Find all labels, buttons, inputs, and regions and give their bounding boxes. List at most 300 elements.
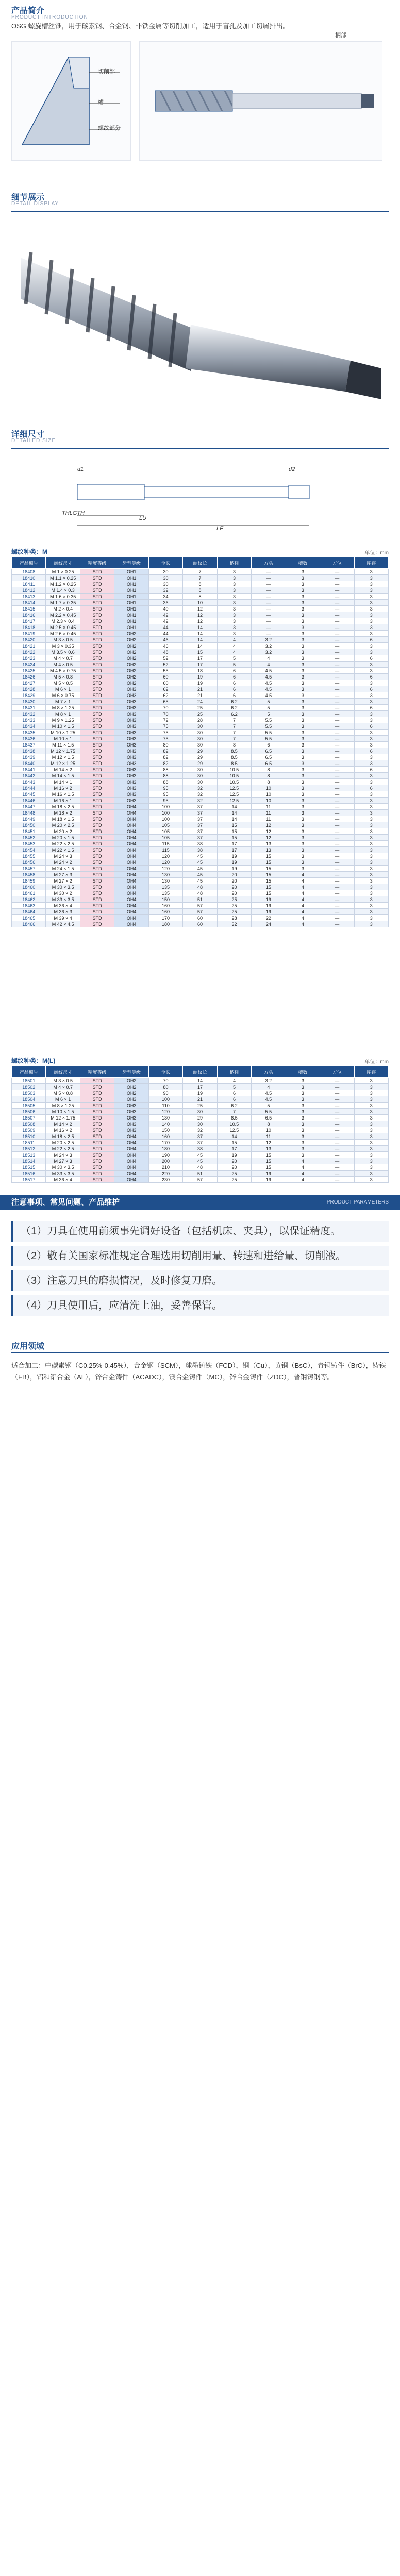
table-cell: 18451: [12, 828, 46, 835]
table-cell: 7: [183, 569, 217, 575]
table-cell: —: [252, 587, 286, 594]
table-cell: 32: [217, 921, 251, 927]
table-cell: 120: [148, 859, 182, 866]
table-cell: 19: [217, 1152, 251, 1158]
table-cell: 6: [354, 723, 388, 730]
table-cell: OH1: [114, 600, 148, 606]
table-cell: 57: [183, 909, 217, 915]
table-cell: —: [320, 581, 354, 587]
table-cell: 3: [286, 1127, 320, 1133]
table-cell: 3: [217, 600, 251, 606]
table-cell: 3: [286, 1146, 320, 1152]
table-cell: 6: [217, 668, 251, 674]
table-row: [12, 1164, 389, 1171]
table-cell: —: [320, 723, 354, 730]
table-row: [12, 1078, 389, 1084]
table-cell: 8: [183, 587, 217, 594]
table-cell: 3: [286, 594, 320, 600]
table-cell: STD: [80, 1084, 114, 1090]
table-cell: 10: [252, 785, 286, 791]
table-cell: 6: [217, 686, 251, 692]
table-cell: 6: [217, 1096, 251, 1103]
table-cell: 60: [183, 921, 217, 927]
table-row: [12, 637, 389, 643]
table-cell: 7: [217, 736, 251, 742]
table-cell: OH4: [114, 835, 148, 841]
table-header: [12, 1066, 389, 1078]
table-cell: 3: [354, 1152, 388, 1158]
table-cell: 37: [183, 1140, 217, 1146]
table-cell: STD: [80, 760, 114, 767]
table-cell: 80: [148, 1084, 182, 1090]
table-cell: 4: [286, 884, 320, 890]
table-cell: 18428: [12, 686, 46, 692]
table-cell: 135: [148, 884, 182, 890]
table-cell: STD: [80, 785, 114, 791]
detail-subtitle: DETAIL DISPLAY: [11, 201, 59, 207]
table-row: [12, 760, 389, 767]
table-cell: 170: [148, 915, 182, 921]
table-cell: —: [252, 612, 286, 618]
table-cell: M 9 × 1.25: [46, 717, 80, 723]
table-cell: —: [320, 1096, 354, 1103]
notes-list: [11, 1221, 389, 1320]
apps-text: 适合加工：中碳素钢（C0.25%-0.45%），合金钢（SCM），球墨铸铁（FCD），铜（Cu），黄铜（BsC），青铜铸件（BrC），铸铁（FB），铝和铝合金（AL），锌合金铸件（ACADC），镁合金铸件（MC），锌合金铸件（ZDC），普钢铸钢等。: [11, 1362, 386, 1381]
table-cell: 5: [252, 699, 286, 705]
table-cell: OH3: [114, 730, 148, 736]
dim-lu: LU: [139, 515, 147, 521]
table-cell: 18434: [12, 723, 46, 730]
table-cell: —: [320, 878, 354, 884]
table-cell: 21: [183, 1096, 217, 1103]
table-cell: STD: [80, 791, 114, 798]
table-cell: M 6 × 0.75: [46, 692, 80, 699]
note-item: （4）刀具使用后，应清洗上油，妥善保管。: [11, 1295, 389, 1316]
table-cell: 37: [183, 1133, 217, 1140]
table-cell: STD: [80, 705, 114, 711]
apps-title: 应用领域: [11, 1342, 45, 1351]
table-cell: 3: [286, 853, 320, 859]
table-cell: —: [252, 569, 286, 575]
table-cell: STD: [80, 575, 114, 581]
table-row: [12, 649, 389, 655]
table-cell: OH1: [114, 594, 148, 600]
table-cell: —: [320, 767, 354, 773]
table-cell: —: [320, 921, 354, 927]
table-cell: 6: [252, 742, 286, 748]
table-cell: STD: [80, 1140, 114, 1146]
table-cell: OH4: [114, 884, 148, 890]
table-cell: 12: [252, 1140, 286, 1146]
table-cell: OH3: [114, 785, 148, 791]
table-cell: STD: [80, 594, 114, 600]
table-cell: 8: [252, 767, 286, 773]
table-cell: 18516: [12, 1171, 46, 1177]
table-cell: OH3: [114, 773, 148, 779]
table-cell: 18458: [12, 872, 46, 878]
table-cell: OH4: [114, 822, 148, 828]
table-cell: 6: [217, 680, 251, 686]
column-header: 柄径: [217, 1066, 251, 1078]
table-cell: STD: [80, 1133, 114, 1140]
column-header: 精度等级: [80, 1066, 114, 1078]
table-cell: OH3: [114, 1096, 148, 1103]
table-cell: STD: [80, 767, 114, 773]
table-cell: 12: [183, 618, 217, 624]
table-cell: 19: [183, 680, 217, 686]
table-cell: M 5 × 0.8: [46, 674, 80, 680]
table-cell: —: [320, 594, 354, 600]
table-cell: 18442: [12, 773, 46, 779]
table-cell: 3: [286, 705, 320, 711]
table-cell: OH4: [114, 896, 148, 903]
table-cell: 5: [217, 1084, 251, 1090]
table-cell: —: [320, 742, 354, 748]
table-cell: 3: [354, 810, 388, 816]
table-cell: M 36 × 4: [46, 903, 80, 909]
table-cell: 18429: [12, 692, 46, 699]
table-cell: STD: [80, 754, 114, 760]
table-cell: 19: [217, 866, 251, 872]
table-cell: 3: [217, 631, 251, 637]
table-cell: 25: [217, 896, 251, 903]
table-cell: 18466: [12, 921, 46, 927]
table-cell: —: [320, 1146, 354, 1152]
table-cell: M 33 × 3.5: [46, 896, 80, 903]
detail-divider: [11, 211, 389, 212]
table-cell: —: [320, 915, 354, 921]
table-cell: STD: [80, 723, 114, 730]
table-cell: 8.5: [217, 754, 251, 760]
table-cell: STD: [80, 1127, 114, 1133]
table-cell: 3: [286, 723, 320, 730]
table-cell: OH2: [114, 668, 148, 674]
table-cell: M 12 × 1.75: [46, 748, 80, 754]
table-cell: 3: [354, 1103, 388, 1109]
table-cell: 25: [183, 705, 217, 711]
table-cell: 3: [286, 686, 320, 692]
table-cell: STD: [80, 730, 114, 736]
table-row: [12, 1127, 389, 1133]
table-cell: 37: [183, 816, 217, 822]
table-cell: 18432: [12, 711, 46, 717]
table-cell: 100: [148, 804, 182, 810]
table-cell: 130: [148, 872, 182, 878]
table-cell: 18441: [12, 767, 46, 773]
table-cell: 6: [354, 637, 388, 643]
table-cell: 30: [183, 723, 217, 730]
table-cell: 18454: [12, 847, 46, 853]
table-cell: OH2: [114, 1084, 148, 1090]
table-row: [12, 742, 389, 748]
table-cell: 24: [183, 699, 217, 705]
intro-title: 产品简介: [11, 7, 45, 15]
table-cell: —: [320, 575, 354, 581]
table-cell: 18412: [12, 587, 46, 594]
table-cell: —: [252, 624, 286, 631]
table-cell: 4: [286, 1164, 320, 1171]
table-cell: 18416: [12, 612, 46, 618]
table-cell: OH2: [114, 674, 148, 680]
table-cell: OH1: [114, 575, 148, 581]
note-item: （3）注意刀具的磨损情况，及时修复刀磨。: [11, 1270, 389, 1291]
table-cell: 3: [354, 618, 388, 624]
table-row: [12, 909, 389, 915]
table-cell: 13: [252, 841, 286, 847]
table-cell: M 2.5 × 0.45: [46, 624, 80, 631]
table-cell: —: [320, 569, 354, 575]
table-cell: STD: [80, 835, 114, 841]
table-cell: OH3: [114, 760, 148, 767]
table-cell: OH4: [114, 1177, 148, 1183]
table-cell: M 16 × 1.5: [46, 791, 80, 798]
table-cell: —: [320, 1133, 354, 1140]
table-cell: —: [320, 1109, 354, 1115]
table-cell: —: [320, 637, 354, 643]
table-cell: 30: [183, 730, 217, 736]
table-row: [12, 680, 389, 686]
table-cell: 30: [183, 773, 217, 779]
table-cell: 3: [286, 699, 320, 705]
table-cell: STD: [80, 866, 114, 872]
table-cell: 6: [217, 674, 251, 680]
table-cell: 3: [286, 643, 320, 649]
table-cell: 28: [217, 915, 251, 921]
table-cell: 200: [148, 1158, 182, 1164]
table-cell: 3: [286, 717, 320, 723]
table-cell: 18433: [12, 717, 46, 723]
table-row: [12, 581, 389, 587]
table-row: [12, 1109, 389, 1115]
table-cell: 82: [148, 748, 182, 754]
table-cell: 3: [354, 866, 388, 872]
table-cell: 5: [252, 1103, 286, 1109]
table-cell: —: [320, 600, 354, 606]
table-cell: 105: [148, 835, 182, 841]
column-header: 方头: [252, 557, 286, 569]
table-cell: —: [320, 1121, 354, 1127]
table-cell: OH3: [114, 692, 148, 699]
table-cell: STD: [80, 1096, 114, 1103]
table-cell: STD: [80, 1158, 114, 1164]
table-row: [12, 872, 389, 878]
table-cell: 70: [148, 1078, 182, 1084]
table-cell: 15: [252, 1152, 286, 1158]
table-cell: —: [320, 631, 354, 637]
table-cell: —: [320, 662, 354, 668]
table-cell: M 22 × 2.5: [46, 841, 80, 847]
table-cell: —: [320, 736, 354, 742]
table-cell: 19: [217, 853, 251, 859]
table-cell: 3: [354, 791, 388, 798]
table-cell: 4: [286, 878, 320, 884]
table-cell: 8: [252, 773, 286, 779]
table-cell: 3: [286, 859, 320, 866]
table-cell: 3: [286, 631, 320, 637]
table-cell: —: [252, 581, 286, 587]
table-cell: M 36 × 3: [46, 909, 80, 915]
table-row: [12, 866, 389, 872]
table-cell: OH4: [114, 810, 148, 816]
table-cell: 3: [286, 1115, 320, 1121]
table-cell: 18435: [12, 730, 46, 736]
table-cell: 18501: [12, 1078, 46, 1084]
table-cell: 8.5: [217, 760, 251, 767]
table-row: [12, 686, 389, 692]
table-cell: 15: [217, 822, 251, 828]
table-cell: STD: [80, 1164, 114, 1171]
table-cell: 45: [183, 878, 217, 884]
table-cell: M 1 × 0.25: [46, 569, 80, 575]
table-cell: 48: [183, 890, 217, 896]
table-cell: 95: [148, 798, 182, 804]
table-cell: 3: [354, 717, 388, 723]
table-cell: —: [320, 680, 354, 686]
table-cell: 3: [217, 575, 251, 581]
table-cell: 4.5: [252, 1096, 286, 1103]
table-cell: 3: [286, 668, 320, 674]
table-cell: 3: [354, 587, 388, 594]
table-cell: 3: [286, 612, 320, 618]
table-cell: 3: [286, 587, 320, 594]
table-cell: 3: [286, 754, 320, 760]
table-cell: 3: [286, 569, 320, 575]
table-cell: 62: [148, 686, 182, 692]
table-cell: OH4: [114, 890, 148, 896]
table-cell: —: [252, 618, 286, 624]
table-cell: 14: [183, 643, 217, 649]
table-cell: 62: [148, 692, 182, 699]
table-cell: 90: [148, 1090, 182, 1096]
table-cell: 8.5: [217, 748, 251, 754]
table-cell: 18450: [12, 822, 46, 828]
table-cell: 3: [354, 643, 388, 649]
table-cell: 3: [286, 637, 320, 643]
table-cell: 82: [148, 754, 182, 760]
table-cell: 18415: [12, 606, 46, 612]
table-cell: 70: [148, 705, 182, 711]
table-cell: —: [320, 810, 354, 816]
table-cell: 17: [217, 847, 251, 853]
table-cell: 160: [148, 1133, 182, 1140]
table-cell: 45: [183, 866, 217, 872]
table-cell: OH4: [114, 866, 148, 872]
table-cell: 3: [286, 1121, 320, 1127]
table-cell: 45: [183, 853, 217, 859]
table-cell: M 1.7 × 0.35: [46, 600, 80, 606]
table-row: [12, 841, 389, 847]
tap-detail-photo: [21, 237, 381, 407]
table-cell: 15: [252, 878, 286, 884]
table-cell: 18417: [12, 618, 46, 624]
table-cell: 14: [183, 624, 217, 631]
table-cell: 3: [354, 1146, 388, 1152]
table-cell: 3: [354, 742, 388, 748]
table-row: [12, 884, 389, 890]
table-cell: M 3 × 0.35: [46, 643, 80, 649]
table-cell: M 22 × 2.5: [46, 1146, 80, 1152]
table-cell: M 27 × 3: [46, 1158, 80, 1164]
table-cell: OH4: [114, 915, 148, 921]
table-cell: STD: [80, 606, 114, 612]
table-cell: M 22 × 1.5: [46, 847, 80, 853]
table-cell: OH4: [114, 1158, 148, 1164]
table-cell: OH3: [114, 767, 148, 773]
table-ml-unit: 单位：mm: [364, 1059, 389, 1065]
table-cell: 3: [354, 1171, 388, 1177]
table-cell: OH3: [114, 1103, 148, 1109]
table-cell: 3: [286, 711, 320, 717]
table-cell: OH4: [114, 872, 148, 878]
table-cell: 6: [354, 655, 388, 662]
table-cell: STD: [80, 686, 114, 692]
table-cell: —: [320, 692, 354, 699]
table-cell: —: [320, 748, 354, 754]
table-cell: —: [320, 624, 354, 631]
table-cell: 44: [148, 624, 182, 631]
table-cell: —: [320, 587, 354, 594]
table-cell: 12.5: [217, 791, 251, 798]
table-cell: 18437: [12, 742, 46, 748]
table-row: [12, 1152, 389, 1158]
table-cell: 3: [286, 692, 320, 699]
table-row: [12, 606, 389, 612]
table-cell: 4: [217, 643, 251, 649]
table-cell: 46: [148, 643, 182, 649]
table-cell: OH4: [114, 841, 148, 847]
table-cell: 37: [183, 835, 217, 841]
table-cell: OH1: [114, 624, 148, 631]
table-cell: 8: [217, 742, 251, 748]
table-row: [12, 723, 389, 730]
table-cell: 3: [286, 600, 320, 606]
table-header: [12, 557, 389, 569]
table-cell: 7: [217, 717, 251, 723]
table-cell: 3: [286, 606, 320, 612]
table-cell: 15: [252, 853, 286, 859]
table-cell: 3: [354, 822, 388, 828]
table-cell: STD: [80, 668, 114, 674]
table-cell: OH4: [114, 1146, 148, 1152]
table-cell: 6: [354, 674, 388, 680]
column-header: 库存: [354, 1066, 388, 1078]
table-cell: M 10 × 1: [46, 736, 80, 742]
table-cell: —: [320, 1171, 354, 1177]
table-cell: 3: [354, 1090, 388, 1096]
table-cell: STD: [80, 1090, 114, 1096]
table-cell: 3: [354, 921, 388, 927]
table-cell: OH2: [114, 631, 148, 637]
table-row: [12, 1115, 389, 1121]
table-row: [12, 791, 389, 798]
table-cell: 3: [354, 600, 388, 606]
spiral-tap-icon: [140, 42, 382, 160]
table-cell: 3: [354, 853, 388, 859]
table-cell: OH3: [114, 1121, 148, 1127]
table-row: [12, 730, 389, 736]
table-cell: 18456: [12, 859, 46, 866]
table-cell: 220: [148, 1171, 182, 1177]
table-cell: OH3: [114, 736, 148, 742]
table-cell: OH3: [114, 748, 148, 754]
table-cell: M 18 × 2: [46, 810, 80, 816]
table-cell: 3: [354, 872, 388, 878]
table-cell: STD: [80, 649, 114, 655]
table-row: [12, 1084, 389, 1090]
table-cell: STD: [80, 1115, 114, 1121]
table-cell: 3: [286, 791, 320, 798]
table-cell: 55: [148, 668, 182, 674]
